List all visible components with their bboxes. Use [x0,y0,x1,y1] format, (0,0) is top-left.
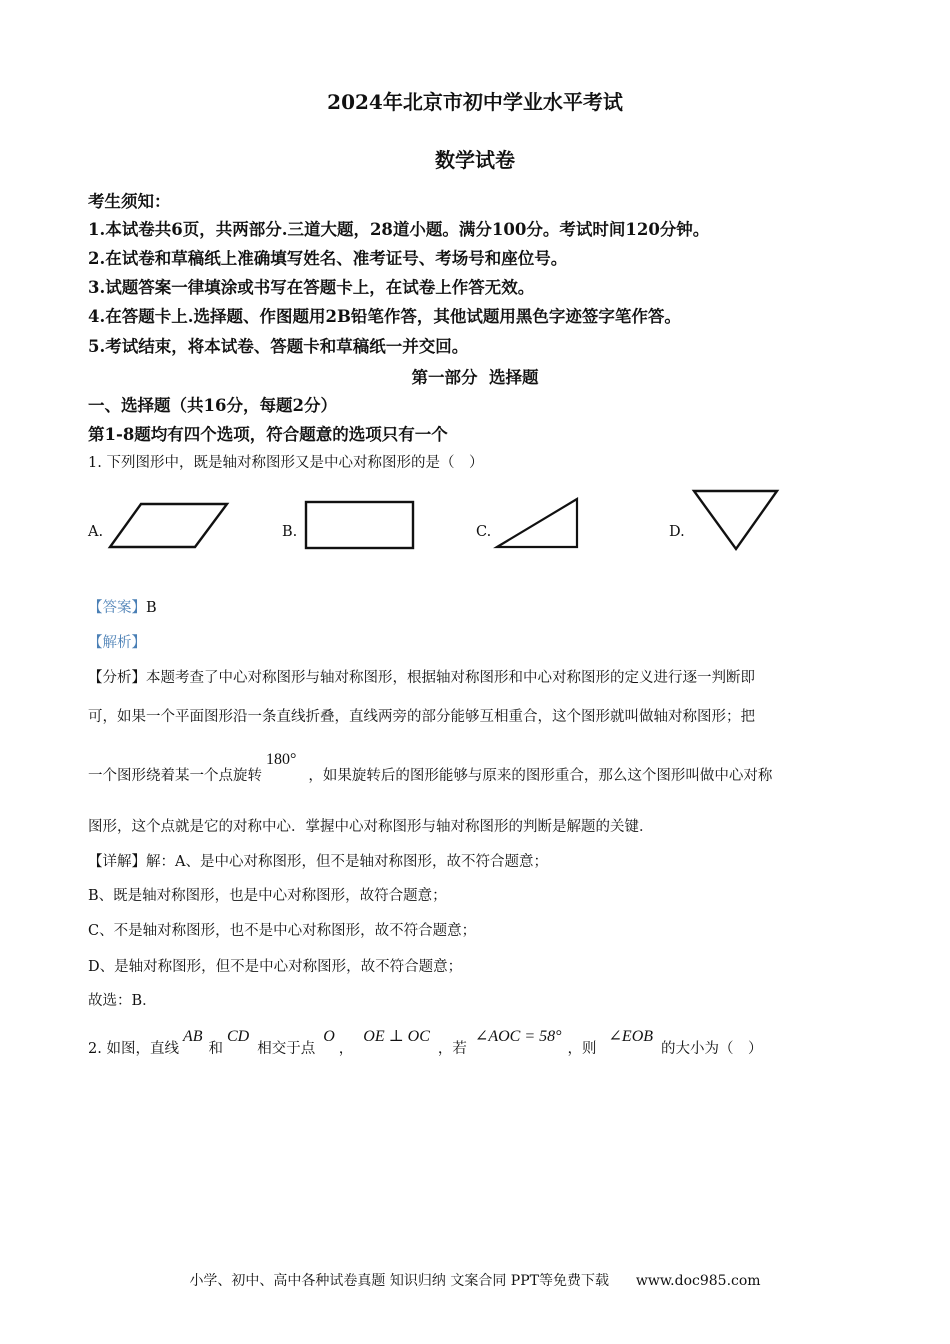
footer-link[interactable]: www.doc985.com [635,1273,761,1289]
rotation-angle: 180° [266,751,297,768]
part-title: 第一部分 选择题 [411,368,539,387]
rotation-text: 一个图形绕着某一个点旋转 [88,768,262,784]
conclusion-line: 故选：B． [88,993,157,1009]
section-instruction: 第1-8题均有四个选项，符合题意的选项只有一个 [88,425,448,444]
notice-item: 2.在试卷和草稿纸上准确填写姓名、准考证号、考场号和座位号。 [88,249,568,268]
detail-line: 【详解】解：A、是中心对称图形，但不是轴对称图形，故不符合题意； [88,854,548,870]
analysis-line: 【分析】本题考查了中心对称图形与轴对称图形，根据轴对称图形和中心对称图形的定义进行逐一判断即 [88,670,755,686]
detail-line: D、是轴对称图形，但不是中心对称图形，故不符合题意； [88,959,463,975]
notice-item: 5.考试结束，将本试卷、答题卡和草稿纸一并交回。 [88,337,469,356]
exam-title: 2024年北京市初中学业水平考试 [327,90,623,114]
footer-text: 小学、初中、高中各种试卷真题 知识归纳 文案合同 PPT等免费下载 [189,1273,609,1289]
notice-heading: 考生须知： [88,192,171,211]
option-d-label: D. [669,524,685,540]
q2-math: OE ⊥ OC [363,1028,430,1045]
q2-text: 的大小为（ ） [661,1041,763,1057]
question-2-stem [88,1028,763,1058]
q2-text: 和 [208,1041,223,1057]
option-a-label: A. [88,524,104,540]
detail-line: C、不是轴对称图形，也不是中心对称图形，故不符合题意； [88,923,477,939]
option-c-label: C. [476,524,492,540]
option-a-parallelogram [105,500,235,555]
section-heading: 一、选择题（共16分，每题2分） [88,396,337,415]
q2-text: ，若 [437,1041,467,1057]
q2-text: 2. 如图，直线 [88,1041,179,1057]
option-d-triangle [690,486,782,554]
q2-text: 相交于点 [257,1041,316,1057]
q2-math: O [323,1028,335,1045]
q2-math: AB [182,1028,203,1045]
rotation-text: ，如果旋转后的图形能够与原来的图形重合，那么这个图形叫做中心对称 [308,768,773,784]
analysis-line: 可，如果一个平面图形沿一条直线折叠，直线两旁的部分能够互相重合，这个图形就叫做轴对称图形；把 [88,709,755,725]
analysis-line: 图形，这个点就是它的对称中心．掌握中心对称图形与轴对称图形的判断是解题的关键． [88,819,654,835]
notice-item: 3.试题答案一律填涂或书写在答题卡上，在试卷上作答无效。 [88,278,535,297]
q2-math: CD [227,1028,250,1045]
analysis-tag: 【解析】 [88,635,146,651]
answer-value: B [146,600,157,616]
q2-math: ∠AOC = 58° [474,1028,562,1045]
q2-text: ， [338,1041,354,1057]
analysis-line [88,751,773,785]
answer-line [88,596,157,617]
q2-math: ∠EOB [608,1028,654,1045]
q2-text: ，则 [567,1041,597,1057]
notice-item: 4.在答题卡上.选择题、作图题用2B铅笔作答，其他试题用黑色字迹签字笔作答。 [88,307,681,326]
option-b-label: B. [282,524,298,540]
detail-line: B、既是轴对称图形，也是中心对称图形，故符合题意； [88,888,447,904]
exam-subtitle: 数学试卷 [435,148,515,172]
footer [0,1270,950,1290]
option-c-triangle [493,495,583,553]
question-1-stem: 1. 下列图形中，既是轴对称图形又是中心对称图形的是（ ） [88,455,484,471]
answer-tag: 【答案】 [88,600,146,616]
option-b-rectangle [302,498,417,553]
notice-item: 1.本试卷共6页，共两部分.三道大题，28道小题。满分100分。考试时间120分钟。 [88,220,710,239]
